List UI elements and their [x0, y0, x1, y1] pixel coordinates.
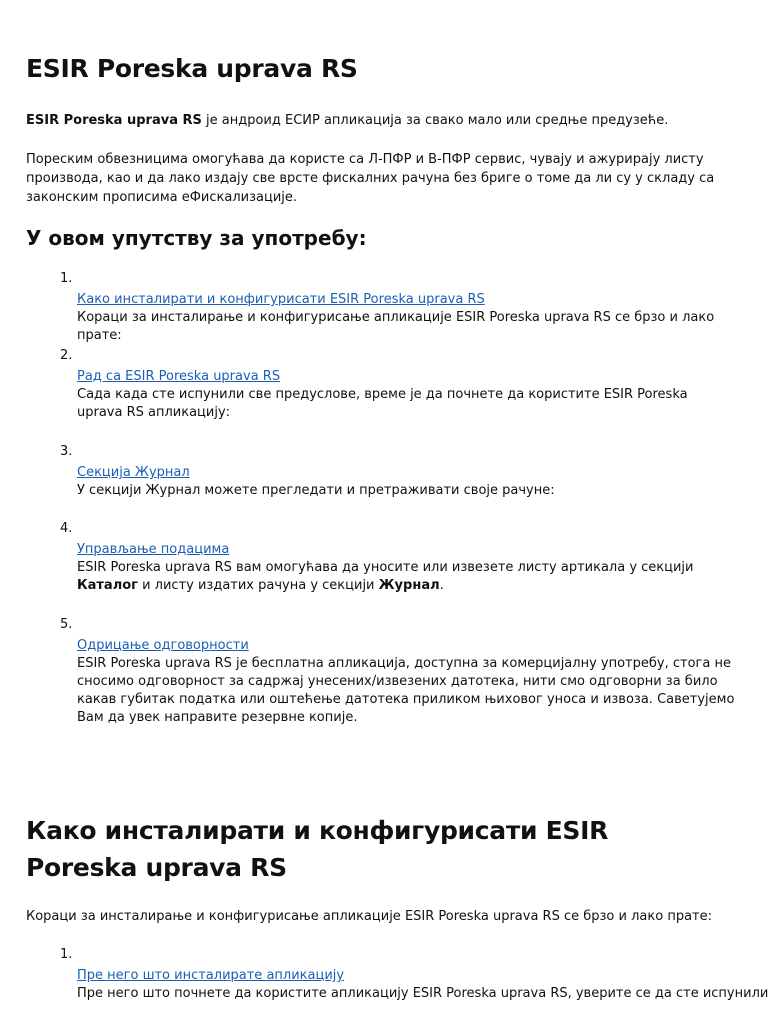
description-paragraph: Пореским обвезницима омогућава да користе са Л-ПФР и В-ПФР сервис, чувају и ажурирају листу производа, као и да лако издају све врсте фискалних рачуна без бриге о томе да ли су у складу са законским прописима еФискализације.: [26, 152, 715, 205]
toc-item-text: ESIR Poreska uprava RS је бесплатна апликација, доступна за комерцијалну употребу, стога не сносимо одговорност за садржај унесених/извезених датотека, нити смо одговорни за било какав губитак податка или оштећење датотека приликом њиховог уноса и извоза. Саветујемо Вам да увек направите резервне копије.: [77, 656, 735, 725]
toc-item-text: У секцији Журнал можете прегледати и претраживати своје рачуне:: [77, 483, 555, 498]
section-title: Како инсталирати и конфигурисати ESIR Poreska uprava RS: [26, 816, 609, 882]
intro-paragraph: [26, 111, 746, 130]
toc-item-number: 4.: [60, 521, 73, 536]
toc-link-journal[interactable]: Секција Журнал: [77, 465, 190, 480]
section-item-text: Пре него што почнете да користите апликацију ESIR Poreska uprava RS, уверите се да сте испунили: [77, 986, 768, 1001]
toc-item-number: 3.: [60, 444, 73, 459]
toc-link-install[interactable]: Како инсталирати и конфигурисати ESIR Poreska uprava RS: [77, 292, 485, 307]
toc-link-working[interactable]: Рад са ESIR Poreska uprava RS: [77, 369, 281, 384]
intro-rest: је андроид ЕСИР апликација за свако мало или средње предузеће.: [201, 113, 669, 128]
toc-heading: У овом упутству за употребу:: [26, 226, 367, 250]
page-title: ESIR Poreska uprava RS: [26, 54, 358, 83]
catalog-bold: Каталог: [77, 578, 138, 593]
toc-item-number: 2.: [60, 348, 73, 363]
link-before-install[interactable]: Пре него што инсталирате апликацију: [77, 968, 345, 983]
toc-item-number: 1.: [60, 271, 73, 286]
toc-item-text: Кораци за инсталирање и конфигурисање апликације ESIR Poreska uprava RS се брзо и лако прате:: [77, 310, 715, 343]
intro-bold: ESIR Poreska uprava RS: [26, 113, 202, 128]
section-item-number: 1.: [60, 947, 73, 962]
section-intro: Кораци за инсталирање и конфигурисање апликације ESIR Poreska uprava RS се брзо и лако прате:: [26, 909, 712, 924]
toc-item-number: 5.: [60, 617, 73, 632]
journal-bold: Журнал: [378, 578, 440, 593]
toc-item-text: Сада када сте испунили све предуслове, време је да почнете да користите ESIR Poreska uprava RS апликацију:: [77, 387, 688, 420]
toc-link-data-management[interactable]: Управљање подацима: [77, 542, 230, 557]
toc-link-disclaimer[interactable]: Одрицање одговорности: [77, 638, 249, 653]
toc-item-text: ESIR Poreska uprava RS вам омогућава да уносите или извезете листу артикала у секцији Каталог и листу издатих рачуна у секцији Журнал.: [77, 560, 694, 593]
